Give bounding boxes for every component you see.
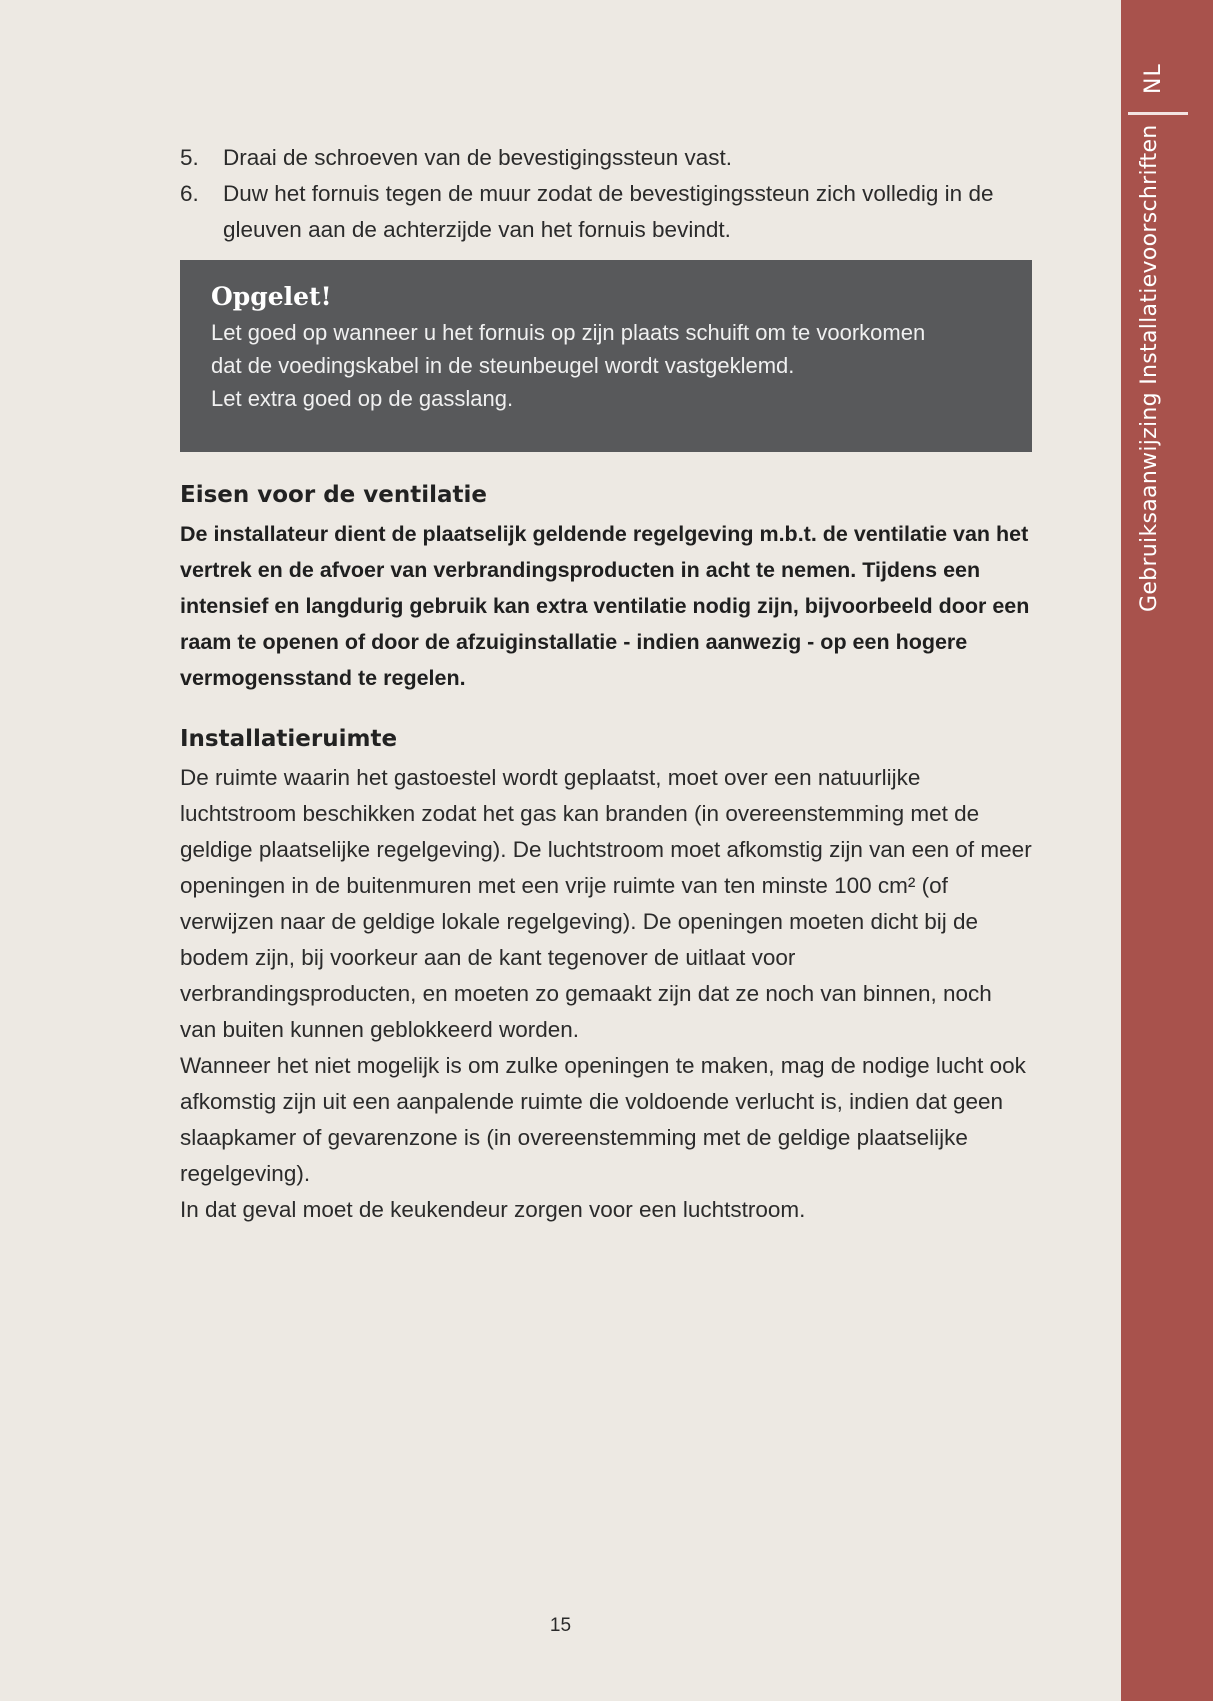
installation-space-heading: Installatieruimte <box>180 726 398 752</box>
side-tab-bar <box>1121 0 1213 1701</box>
warning-line: Let extra goed op de gasslang. <box>211 386 514 411</box>
step-number: 5. <box>180 145 199 170</box>
warning-box <box>180 260 1032 452</box>
list-item <box>180 140 1032 176</box>
warning-title: Opgelet! <box>211 282 332 311</box>
installation-space-paragraph: De ruimte waarin het gastoestel wordt geplaatst, moet over een natuurlijke luchtstroom beschikken zodat het gas kan branden (in overeenstemming met de geldige plaatselijke regelgeving). De luchtstroom moet afkomstig zijn van een of meer openingen in de buitenmuren met een vrije ruimte van ten minste 100 cm² (of verwijzen naar de geldige lokale regelgeving). De openingen moeten dicht bij de bodem zijn, bij voorkeur aan de kant tegenover de uitlaat voor verbrandingsproducten, en moeten zo gemaakt zijn dat ze noch van binnen, noch van buiten kunnen geblokkeerd worden. <box>180 765 1032 1042</box>
ventilation-text: De installateur dient de plaatselijk geldende regelgeving m.b.t. de ventilatie van het vertrek en de afvoer van verbrandingsproducten in acht te nemen. Tijdens een intensief en langdurig gebruik kan extra ventilatie nodig zijn, bijvoorbeeld door een raam te openen of door de afzuiginstallatie - indien aanwezig - op een hogere vermogensstand te regelen. <box>180 522 1030 690</box>
installation-space-paragraph: Wanneer het niet mogelijk is om zulke openingen te maken, mag de nodige lucht ook afkomstig zijn uit een aanpalende ruimte die voldoende verlucht is, indien dat geen slaapkamer of gevarenzone is (in overeenstemming met de geldige plaatselijke regelgeving). <box>180 1053 1026 1186</box>
warning-line: dat de voedingskabel in de steunbeugel wordt vastgeklemd. <box>211 353 795 378</box>
step-text: Draai de schroeven van de bevestigingssteun vast. <box>223 145 733 170</box>
installation-space-paragraph: In dat geval moet de keukendeur zorgen voor een luchtstroom. <box>180 1197 806 1222</box>
step-text: Duw het fornuis tegen de muur zodat de bevestigingssteun zich volledig in de gleuven aan de achterzijde van het fornuis bevindt. <box>223 181 994 242</box>
side-tab-title: Gebruiksaanwijzing Installatievoorschriften <box>1137 124 1162 612</box>
page-number: 15 <box>549 1615 572 1636</box>
steps-list <box>180 140 1032 248</box>
warning-line: Let goed op wanneer u het fornuis op zijn plaats schuift om te voorkomen <box>211 320 926 345</box>
language-label: NL <box>1141 63 1166 94</box>
list-item <box>180 176 1032 248</box>
step-number: 6. <box>180 181 199 206</box>
page-content <box>180 140 1032 1228</box>
ventilation-heading: Eisen voor de ventilatie <box>180 482 488 508</box>
warning-body <box>211 316 1002 415</box>
side-tab-divider <box>1128 112 1188 115</box>
